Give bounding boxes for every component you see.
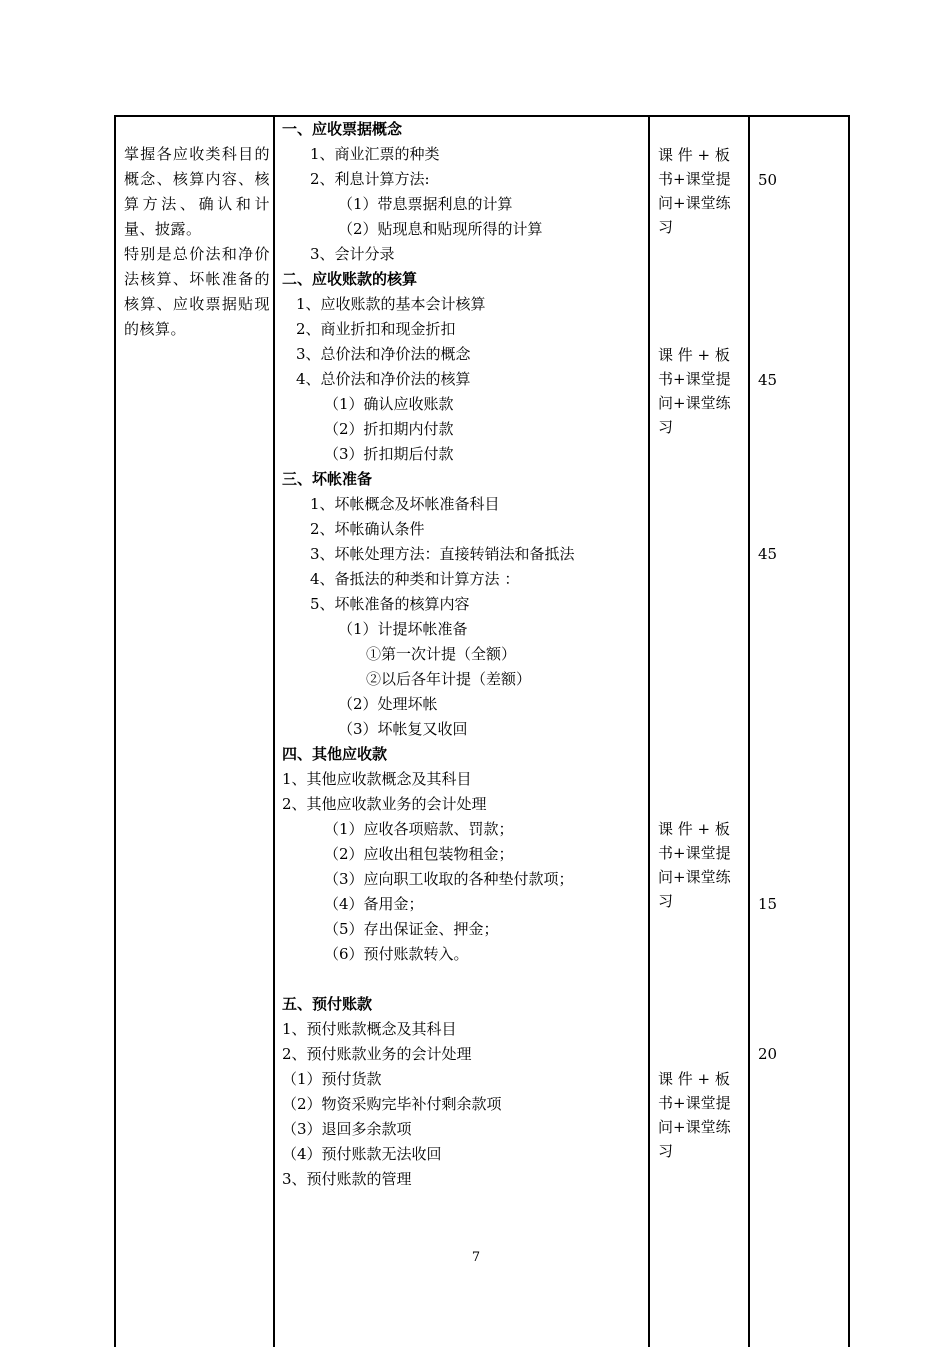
hours-3: 45 (758, 545, 778, 563)
content-line: （1）计提坏帐准备 (338, 620, 468, 638)
teaching-method-1: 课 件 + 板 书+课堂提 问+课堂练 习 (658, 146, 731, 236)
content-line: 1、商业汇票的种类 (310, 145, 440, 163)
content-line: （2）贴现息和贴现所得的计算 (338, 220, 543, 238)
content-line: ②以后各年计提（差额） (366, 670, 532, 688)
section-heading: 二、应收账款的核算 (282, 270, 418, 288)
table-right-border (848, 115, 850, 1347)
teaching-goal (124, 142, 270, 342)
teaching-method-3: 课 件 + 板 书+课堂提 问+课堂练 习 (658, 820, 731, 910)
content-line: （5）存出保证金、押金； (324, 920, 499, 938)
content-line: 3、坏帐处理方法：直接转销法和备抵法 (310, 545, 575, 563)
section-heading: 三、坏帐准备 (282, 470, 373, 488)
content-line: （4）预付账款无法收回 (282, 1145, 442, 1163)
content-line: 1、坏帐概念及坏帐准备科目 (310, 495, 500, 513)
content-line: 2、预付账款业务的会计处理 (282, 1045, 472, 1063)
content-line: 4、总价法和净价法的核算 (296, 370, 471, 388)
hours-2: 45 (758, 371, 778, 389)
content-line: （2）处理坏帐 (338, 695, 438, 713)
content-line: 1、预付账款概念及其科目 (282, 1020, 457, 1038)
content-line: （3）折扣期后付款 (324, 445, 454, 463)
content-line: （2）物资采购完毕补付剩余款项 (282, 1095, 502, 1113)
content-line: （6）预付账款转入。 (324, 945, 469, 963)
content-line: （1）带息票据利息的计算 (338, 195, 513, 213)
content-line: 3、总价法和净价法的概念 (296, 345, 471, 363)
teaching-goal-line2: 特别是总价法和净价法核算、坏帐准备的核算、应收票据贴现的核算。 (124, 245, 270, 338)
content-line: （3）应向职工收取的各种垫付款项； (324, 870, 574, 888)
content-line: （1）确认应收账款 (324, 395, 454, 413)
table-left-border (114, 115, 116, 1347)
teaching-goal-line1: 掌握各应收类科目的概念、核算内容、核算方法、确认和计量、披露。 (124, 145, 270, 238)
content-line: 3、预付账款的管理 (282, 1170, 412, 1188)
hours-1: 50 (758, 171, 778, 189)
content-line: （1）预付货款 (282, 1070, 382, 1088)
content-line: （3）坏帐复又收回 (338, 720, 468, 738)
content-line: （1）应收各项赔款、罚款； (324, 820, 514, 838)
table-top-border (114, 115, 850, 117)
hours-5: 20 (758, 1045, 778, 1063)
column-divider-method (748, 115, 750, 1347)
column-divider-content (648, 115, 650, 1347)
content-line: 2、商业折扣和现金折扣 (296, 320, 456, 338)
section-heading: 一、应收票据概念 (282, 120, 403, 138)
content-line: 5、坏帐准备的核算内容 (310, 595, 470, 613)
teaching-method-2: 课 件 + 板 书+课堂提 问+课堂练 习 (658, 346, 731, 436)
content-line: 2、其他应收款业务的会计处理 (282, 795, 487, 813)
hours-4: 15 (758, 895, 778, 913)
teaching-method-4: 课 件 + 板 书+课堂提 问+课堂练 习 (658, 1070, 731, 1160)
content-line: （3）退回多余款项 (282, 1120, 412, 1138)
content-line: ①第一次计提（全额） (366, 645, 517, 663)
content-line: 4、备抵法的种类和计算方法 ： (310, 570, 520, 588)
content-line: 1、应收账款的基本会计核算 (296, 295, 486, 313)
content-line: （2）折扣期内付款 (324, 420, 454, 438)
section-heading: 五、预付账款 (282, 995, 373, 1013)
content-line: （2）应收出租包装物租金； (324, 845, 514, 863)
section-heading: 四、其他应收款 (282, 745, 388, 763)
content-line: 2、坏帐确认条件 (310, 520, 425, 538)
content-line: （4）备用金； (324, 895, 424, 913)
content-line: 2、利息计算方法: (310, 170, 430, 188)
content-line: 1、其他应收款概念及其科目 (282, 770, 472, 788)
column-divider-goal (273, 115, 275, 1347)
content-line: 3、会计分录 (310, 245, 395, 263)
page-number: 7 (471, 1250, 481, 1265)
